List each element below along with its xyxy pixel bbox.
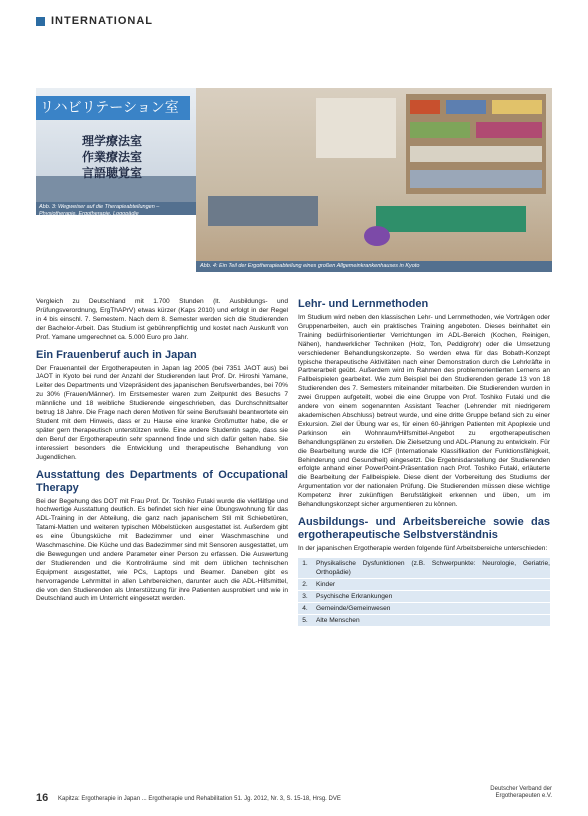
wall-board xyxy=(316,98,396,158)
publisher-line-1: Deutscher Verband der xyxy=(490,786,552,792)
sign-line-2: 作業療法室 xyxy=(82,150,143,164)
storage-box xyxy=(476,122,542,138)
list-item: 2. Kinder xyxy=(298,579,550,591)
sign-line-3: 言語聴覚室 xyxy=(82,166,143,180)
publisher-line-2: Ergotherapeuten e.V. xyxy=(495,793,552,799)
heading-frauenberuf: Ein Frauenberuf auch in Japan xyxy=(36,348,197,361)
storage-box xyxy=(410,170,542,188)
section-title: INTERNATIONAL xyxy=(51,15,154,27)
sign-line-1: 理学療法室 xyxy=(82,134,143,148)
section-square-icon xyxy=(36,17,45,26)
list-item: 1. Physikalische Dysfunktionen (z.B. Schwerpunkte: Neurologie, Geriatrie, Orthopädie) xyxy=(298,558,550,579)
sign-title: リハビリテーション室 xyxy=(36,96,190,120)
storage-box xyxy=(410,146,542,162)
page-footer xyxy=(36,786,552,806)
right-column xyxy=(298,298,550,627)
list-item: 3. Psychische Erkrankungen xyxy=(298,591,550,603)
figure-therapy-room-photo xyxy=(196,88,552,272)
figure-caption-left: Abb. 3: Wegweiser auf die Therapieabteilungen – Physiotherapie, Ergotherapie, Logopädie xyxy=(39,204,160,215)
paragraph-frauenberuf: Der Frauenanteil der Ergotherapeuten in Japan lag 2005 (bei 7351 JAOT aus) bei JAOT in Kyoto bei rund der Anzahl der Studierenden laut Prof. Dr. Hiroshi Yamane, Leiter des Departments und Vizepräsident des japanischen Berufsverbandes, bei 70% zu 30% (Frauen/Männer). Im Erstsemester waren zum Zeitpunkt des Besuchs 7 männliche und 18 weibliche Studierende eingeschrieben, das Durchschnittsalter betrug 18 Jahre. Die Frage nach deren Motiven für seine Berufswahl beantwortete ein Student mit dem Hinweis, dass er zu Hause eine kranke Großmutter habe, die er später gern therapeutisch unterstützen wolle. Eine andere Studentin sagte, dass sie den Beruf der Ergotherapeutin sehr spannend finde und sich dafür gelten habe. Sie interessiert besonders die Entwicklung und therapeutische Behandlung von Jugendlichen. xyxy=(36,364,288,461)
footer-issue-line: Kapitza: Ergotherapie in Japan ... Ergotherapie und Rehabilitation 51. Jg. 2012, Nr. 3, S. 15-18, Hrsg. DVE xyxy=(58,796,341,802)
storage-box xyxy=(492,100,542,114)
figure-caption-right: Abb. 4: Ein Teil der Ergotherapieabteilung eines großen Allgemeinkrankenhauses in Kyoto xyxy=(196,261,552,272)
heading-ausstattung: Ausstattung des Departments of Occupational Therapy xyxy=(36,468,288,494)
paragraph-arbeitsbereiche: In der japanischen Ergotherapie werden folgende fünf Arbeitsbereiche unterschieden: xyxy=(298,544,548,552)
paragraph-lehrmethoden: Im Studium wird neben den klassischen Lehr- und Lernmethoden, wie Vorträgen oder Gruppenarbeiten, auch ein praktisches Training angeboten. Dieses beinhaltet ein Training bedürfnisorientierter Verrichtungen im ADL-Bereich (Kochen, Reinigen, Nähen), handwerklicher Techniken (Holz, Ton, Peddigrohr) oder die Umsetzung verschiedener Behandlungskonzepte. So werden etwa für das Bobath-Konzept typische therapeutische Aktivitäten nach einer Demonstration durch die Lehrkräfte in Partnerarbeit geübt. Außerdem wird im Rahmen des problemorientierten Lernens an Fallbeispielen gearbeitet. Wie zum Beispiel bei den Studierenden gerade 13 von 18 Studierenden des 7. Semesters miteinander mitarbeiten. Die Studierenden wurden in zwei Gruppen aufgeteilt, wobei die eine Gruppe von Prof. Toshiko Futaki und die andere von einem sogenannten Assistant Teacher (Lehrender mit niedrigerem akademischen Abschluss) betreut wurde, und eine dritte Gruppe befand sich zu einer Exkursion. Ziel der Übung war es, für einen 60-jährigen Patienten mit Apoplexie und Parkinson ein Wohnraum/Hilfsmittel-Angebot zu ergotherapeutischen Behandlungsplänen zu erstellen. Die Zielsetzung und ADL-Planung zu entwickeln. Für die Bearbeitung wurde die ICF (Internationale Klassifikation der Funktionsfähigkeit, Behinderung und Gesundheit) eingesetzt. Die Ergebnisdarstellung der Studierenden erfolgte anhand einer PowerPoint-Präsentation nach Prof. Toshiko Futaki, erläuterte die Bearbeitung der Fallbeispiele. Diese dient der Vorbereitung des Studiums der Argumentation vor der nationalen Prüfung. Die Studierenden müssen diese wichtige Kompetenz ihrer zukünftigen Berufstätigkeit erkennen und üben, um im Behandlungskonzept sicher argumentieren zu können. xyxy=(298,314,550,509)
list-item: 5. Alte Menschen xyxy=(298,615,550,627)
storage-box xyxy=(410,122,470,138)
paragraph-ausstattung: Bei der Begehung des DOT mit Frau Prof. Dr. Toshiko Futaki wurde die vielfältige und hochwertige Ausstattung deutlich. Es befindet sich hier eine Übungswohnung für das ADL-Training in der Abteilung, die ganz nach japanischem Stil mit Schiebetüren, Tatami-Matten und weiteren typischen Möbelstücken ausgestattet ist. Außerdem gibt es eine Übungsküche mit Badezimmer und einer Waschmaschine und Waschmaschine. Die Küche und das Badezimmer sind mit Sensoren ausgestattet, um die Bewegungen und andere Parameter einer Person zu erfassen. Die Auswertung der Studierenden und die Kontrollräume sind mit dem üblichen technischen Equipment ausgestattet, wie PCs, Laptops und Beamer. Daneben gibt es hervorragende Lehrmittel in allen Lehrbereichen, darunter auch die ADL-Hilfsmittel, die von den Studierenden als Unterstützung für ihre Patienten ausprobiert und wie in Deutschland auch im Unterricht eingesetzt werden. xyxy=(36,497,288,603)
storage-box xyxy=(410,100,440,114)
desk xyxy=(208,196,318,226)
storage-box xyxy=(446,100,486,114)
list-item: 4. Gemeinde/Gemeinwesen xyxy=(298,603,550,615)
green-therapy-table xyxy=(376,206,526,232)
page-number: 16 xyxy=(36,792,49,804)
heading-lehrmethoden: Lehr- und Lernmethoden xyxy=(298,298,429,310)
publisher-block xyxy=(432,786,552,800)
arbeitsbereiche-list xyxy=(298,558,550,627)
intro-paragraph: Vergleich zu Deutschland mit 1.700 Stunden (lt. Ausbildungs- und Prüfungsverordnung, ErgThAPrV) etwas kürzer (Kaps 2010) und erfolgt in der Regel in 4 bis einschl. 7. Semestern. Nach dem 8. Semester werden sich die Studierenden der Bachelor-Arbeit. Das Studium ist gebührenpflichtig und kostet nach Auskunft von Prof. Yamane umgerechnet ca. 5.000 Euro pro Jahr. xyxy=(36,298,288,341)
figure-signage-photo xyxy=(36,88,196,215)
section-header xyxy=(36,13,153,29)
heading-arbeitsbereiche: Ausbildungs- und Arbeitsbereiche sowie das ergotherapeutische Selbstverständnis xyxy=(298,515,550,541)
purple-stool xyxy=(364,226,390,246)
left-column xyxy=(36,298,288,608)
